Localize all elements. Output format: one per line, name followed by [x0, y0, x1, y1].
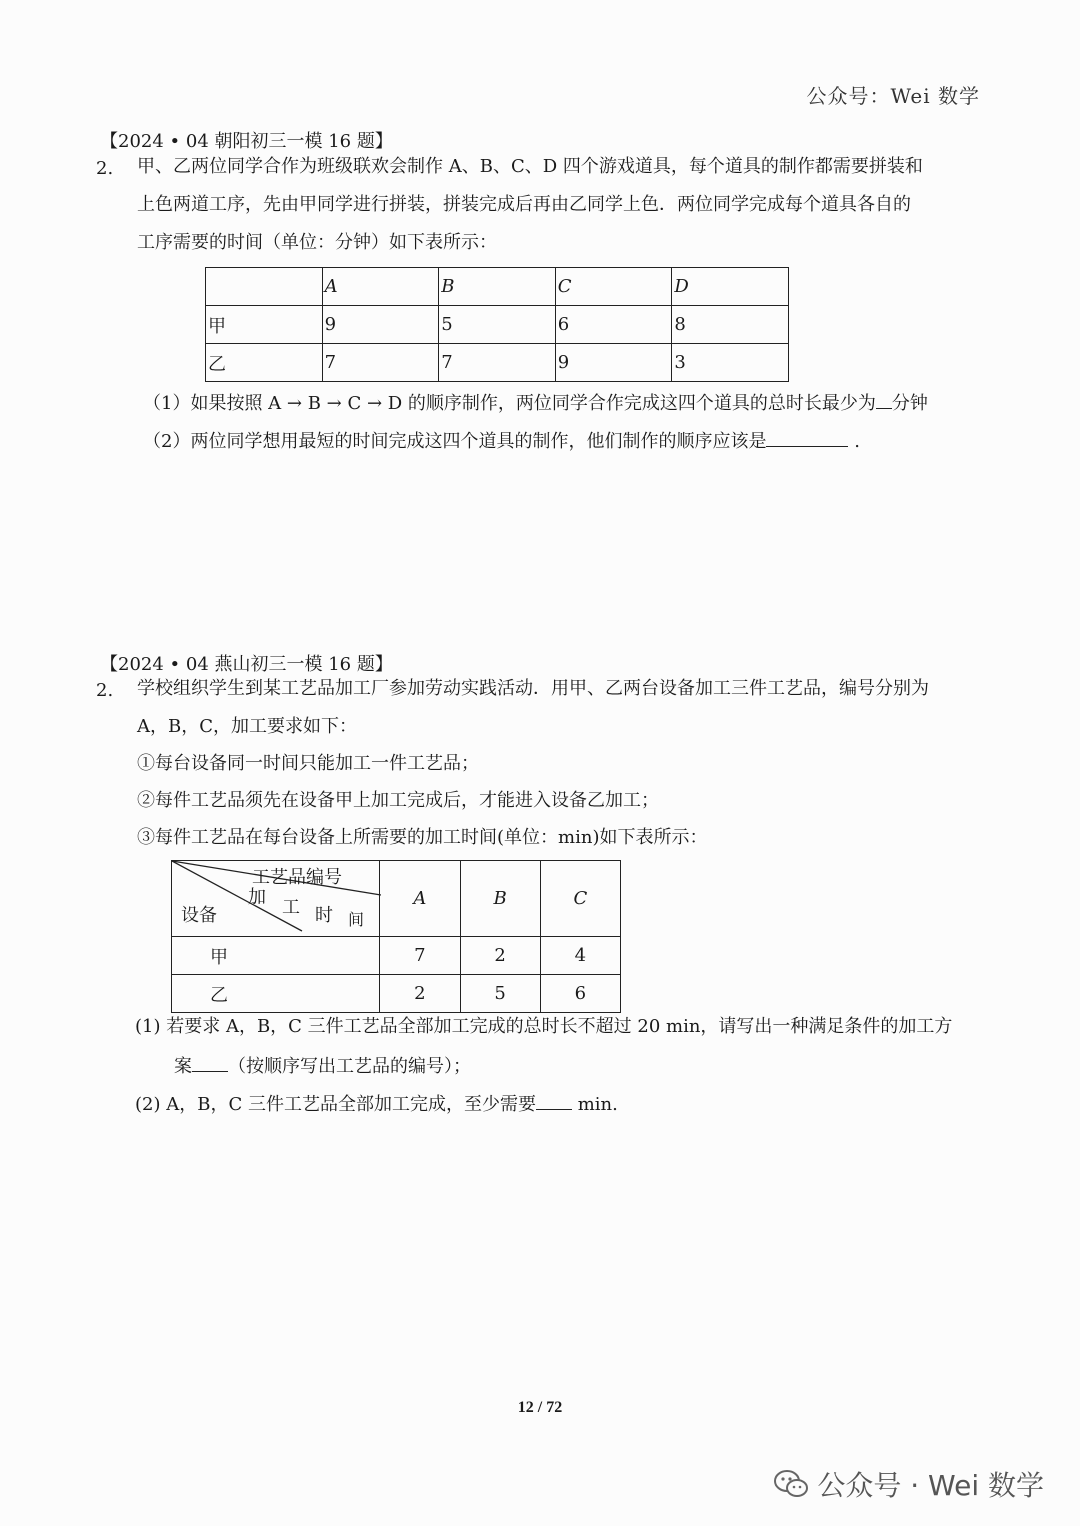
q2-sub2: (2) A，B，C 三件工艺品全部加工完成，至少需要 min. [135, 1091, 618, 1117]
q1-cell: 7 [439, 344, 556, 382]
q1-cell: 8 [672, 306, 789, 344]
q1-table [205, 267, 789, 382]
q2-answer-blank-1[interactable] [192, 1053, 228, 1072]
q2-sub1-line2: 案 （按顺序写出工艺品的编号）； [174, 1053, 471, 1079]
q1-answer-blank-1[interactable] [876, 390, 892, 409]
q1-cell: 9 [555, 344, 672, 382]
q2-cell: 2 [460, 937, 540, 975]
q2-cell: 2 [380, 975, 460, 1013]
header-brand: 公众号：Wei 数学 [806, 84, 980, 108]
wechat-icon [773, 1469, 809, 1499]
q2-cell: 4 [540, 937, 620, 975]
q2-line-1: 学校组织学生到某工艺品加工厂参加劳动实践活动．用甲、乙两台设备加工三件工艺品，编号分别为 [137, 678, 929, 699]
q2-line-3: ①每台设备同一时间只能加工一件工艺品； [137, 753, 479, 774]
watermark [773, 1464, 1044, 1504]
q2-table [171, 860, 621, 1013]
q2-cell: 6 [540, 975, 620, 1013]
q1-th-0 [206, 268, 323, 306]
q2-th-2: B [460, 861, 540, 937]
q1-sub1: （1）如果按照 A → B → C → D 的顺序制作，两位同学合作完成这四个道具的总时长最少为 分钟 [143, 390, 928, 416]
q2-cell: 5 [460, 975, 540, 1013]
q1-source: 【2024 • 04 朝阳初三一模 16 题】 [100, 131, 393, 152]
q2-corner-mid-3: 时 [315, 905, 333, 926]
table-row [206, 344, 789, 382]
q2-cell: 7 [380, 937, 460, 975]
q1-number: 2. [96, 158, 114, 179]
q2-corner-mid-1: 加 [248, 887, 266, 908]
q1-th-1: A [322, 268, 439, 306]
q1-th-3: C [555, 268, 672, 306]
q1-cell: 6 [555, 306, 672, 344]
q2-th-3: C [540, 861, 620, 937]
q1-answer-blank-2[interactable] [766, 428, 848, 447]
q1-cell: 9 [322, 306, 439, 344]
q2-line-4: ②每件工艺品须先在设备甲上加工完成后，才能进入设备乙加工； [137, 790, 659, 811]
q2-th-1: A [380, 861, 460, 937]
q1-th-2: B [439, 268, 556, 306]
q1-sub2: （2）两位同学想用最短的时间完成这四个道具的制作，他们制作的顺序应该是 . [143, 428, 860, 454]
q2-corner-top: 工艺品编号 [252, 867, 342, 888]
watermark-text: 公众号 · Wei 数学 [817, 1469, 1044, 1502]
q2-source: 【2024 • 04 燕山初三一模 16 题】 [100, 654, 393, 675]
q2-number: 2. [96, 680, 114, 701]
q1-cell: 7 [322, 344, 439, 382]
q1-line-2: 上色两道工序，先由甲同学进行拼装，拼装完成后再由乙同学上色．两位同学完成每个道具各自的 [137, 194, 911, 215]
q2-line-5: ③每件工艺品在每台设备上所需要的加工时间(单位：min)如下表所示： [137, 827, 708, 848]
q1-th-4: D [672, 268, 789, 306]
q1-line-3: 工序需要的时间（单位：分钟）如下表所示： [137, 232, 497, 253]
q2-corner-mid-2: 工 [282, 897, 300, 918]
table-row [206, 306, 789, 344]
q2-line-2: A，B，C，加工要求如下： [137, 716, 357, 737]
q2-corner-bottom: 设备 [181, 905, 217, 926]
q2-cell: 甲 [172, 937, 380, 975]
q1-cell: 5 [439, 306, 556, 344]
table-row [172, 975, 621, 1013]
q2-corner-cell [172, 861, 380, 937]
q2-corner-mid-4: 间 [348, 910, 365, 929]
table-row [172, 937, 621, 975]
q2-cell: 乙 [172, 975, 380, 1013]
q1-line-1: 甲、乙两位同学合作为班级联欢会制作 A、B、C、D 四个游戏道具，每个道具的制作都需要拼装和 [137, 156, 923, 177]
q1-cell: 甲 [206, 306, 323, 344]
q1-cell: 乙 [206, 344, 323, 382]
q2-sub1-line1: (1) 若要求 A，B，C 三件工艺品全部加工完成的总时长不超过 20 min，请写出一种满足条件的加工方 [135, 1016, 953, 1037]
page-number: 12 / 72 [517, 1399, 563, 1416]
q2-answer-blank-2[interactable] [536, 1091, 572, 1110]
q1-cell: 3 [672, 344, 789, 382]
